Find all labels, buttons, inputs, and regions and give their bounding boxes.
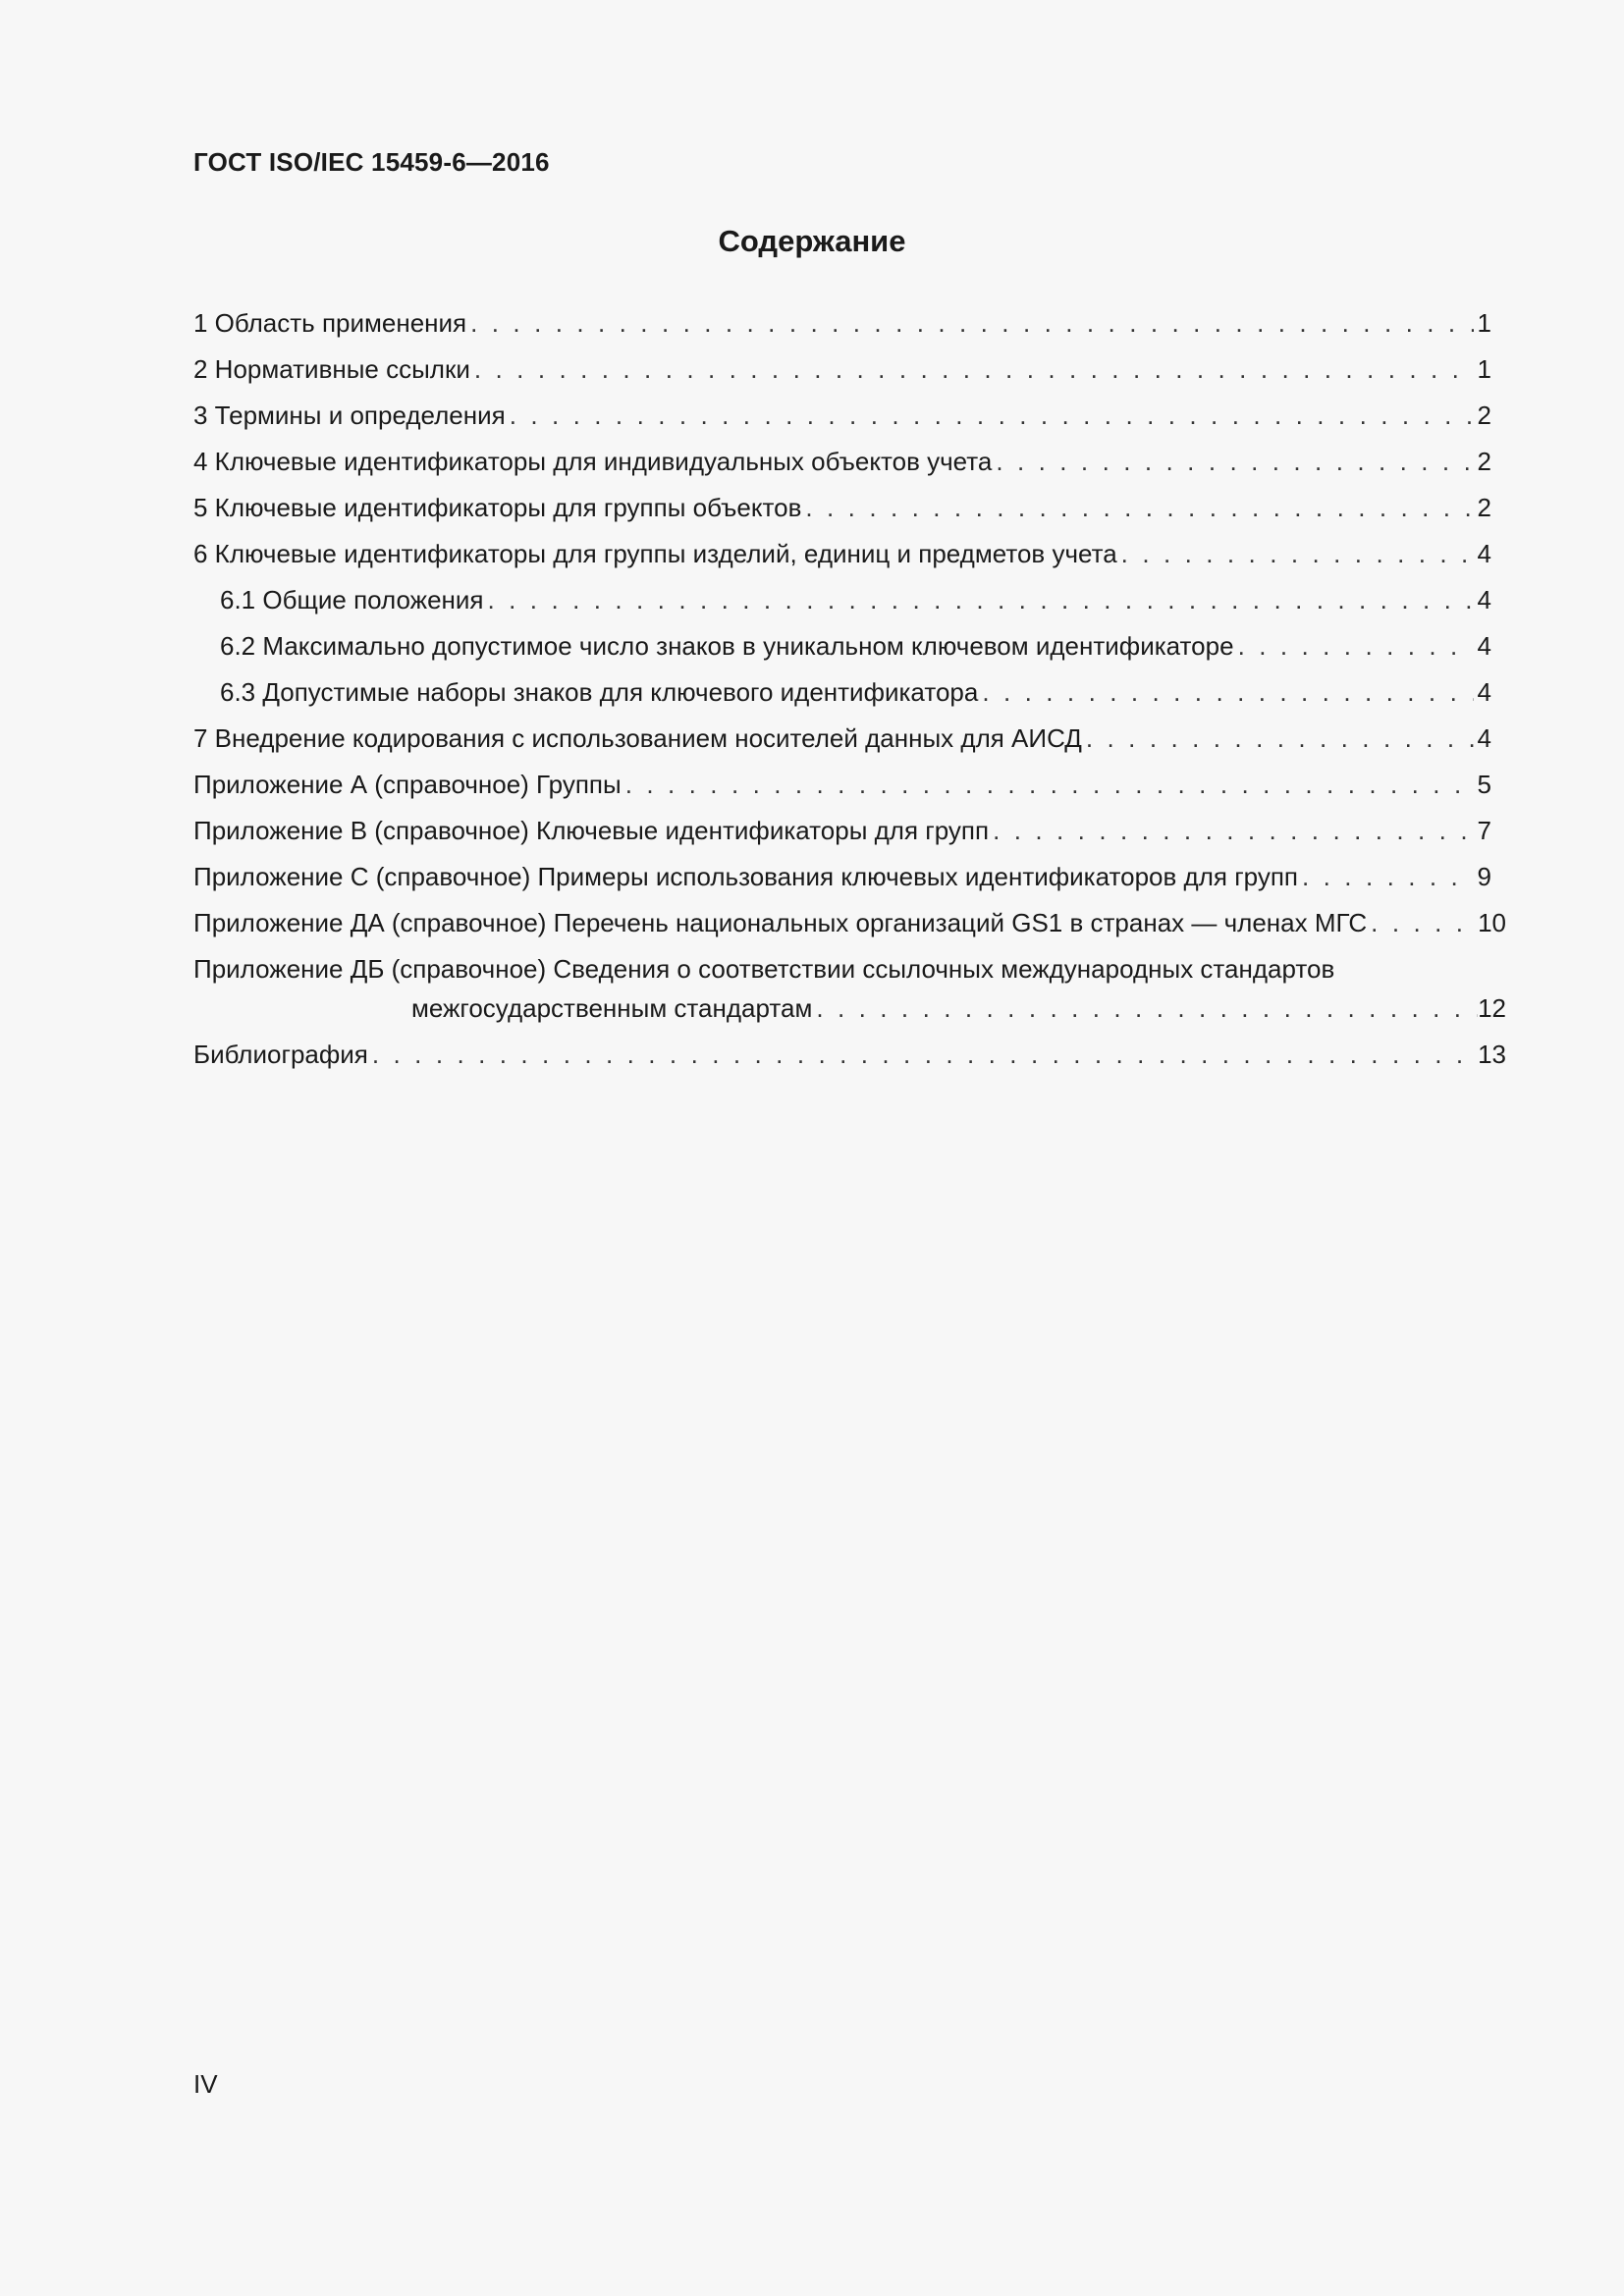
- toc-entry-appendix-a[interactable]: [193, 762, 1506, 808]
- toc-entry-label: 6.2 Максимально допустимое число знаков в уникальном ключевом идентификаторе: [220, 631, 1234, 661]
- toc-leader-dots: [1238, 623, 1474, 669]
- toc-entry-7[interactable]: [193, 716, 1506, 762]
- toc-entry-page: 4: [1477, 631, 1491, 661]
- toc-entry-label: 3 Термины и определения: [193, 400, 506, 430]
- toc-entry-label: 6 Ключевые идентификаторы для группы изделий, единиц и предметов учета: [193, 539, 1117, 568]
- toc-entry-page: 5: [1477, 770, 1491, 799]
- page-number: IV: [193, 2069, 218, 2099]
- toc-leader-dots: [982, 669, 1474, 716]
- toc-entry-4[interactable]: [193, 439, 1506, 485]
- toc-entry-page: 10: [1478, 908, 1506, 937]
- toc-entry-page: 12: [1478, 993, 1506, 1023]
- toc-entry-5[interactable]: [193, 485, 1506, 531]
- toc-entry-page: 1: [1477, 354, 1491, 384]
- toc-entry-label: 6.3 Допустимые наборы знаков для ключевого идентификатора: [220, 677, 979, 707]
- toc-entry-page: 4: [1477, 585, 1491, 614]
- toc-entry-2[interactable]: [193, 347, 1506, 393]
- toc-leader-dots: [372, 1032, 1478, 1078]
- toc-entry-label: 6.1 Общие положения: [220, 585, 484, 614]
- toc-entry-page: 2: [1477, 493, 1491, 522]
- toc-leader-dots: [1371, 900, 1478, 946]
- toc-entry-page: 4: [1477, 539, 1491, 568]
- toc-entry-label: 5 Ключевые идентификаторы для группы объектов: [193, 493, 802, 522]
- toc-leader-dots: [805, 485, 1474, 531]
- toc-entry-page: 13: [1478, 1040, 1506, 1069]
- table-of-contents: [193, 300, 1506, 1078]
- toc-leader-dots: [1086, 716, 1474, 762]
- toc-entry-page: 7: [1477, 816, 1491, 845]
- toc-leader-dots: [996, 439, 1474, 485]
- document-header: ГОСТ ISO/IEC 15459-6—2016: [193, 147, 550, 177]
- toc-leader-dots: [474, 347, 1474, 393]
- toc-leader-dots: [470, 300, 1474, 347]
- toc-entry-appendix-da[interactable]: [193, 900, 1506, 946]
- toc-leader-dots: [993, 808, 1474, 854]
- toc-entry-label: Приложение А (справочное) Группы: [193, 770, 622, 799]
- toc-entry-label: 1 Область применения: [193, 308, 467, 338]
- toc-entry-label: Приложение ДБ (справочное) Сведения о соответствии ссылочных международных стандартов: [193, 954, 1335, 984]
- toc-leader-dots: [625, 762, 1474, 808]
- page-title: Содержание: [718, 224, 906, 258]
- toc-entry-6-3[interactable]: [193, 669, 1506, 716]
- toc-entry-appendix-c[interactable]: [193, 854, 1506, 900]
- toc-entry-bibliography[interactable]: [193, 1032, 1506, 1078]
- toc-entry-6[interactable]: [193, 531, 1506, 577]
- toc-entry-label: Приложение В (справочное) Ключевые идентификаторы для групп: [193, 816, 990, 845]
- toc-entry-appendix-db[interactable]: [193, 946, 1506, 1032]
- toc-leader-dots: [816, 986, 1478, 1032]
- toc-entry-page: 4: [1477, 723, 1491, 753]
- toc-entry-label-continuation: межгосударственным стандартам: [411, 993, 813, 1023]
- toc-leader-dots: [510, 393, 1474, 439]
- toc-leader-dots: [1121, 531, 1474, 577]
- toc-entry-1[interactable]: [193, 300, 1506, 347]
- toc-entry-page: 2: [1477, 400, 1491, 430]
- toc-entry-label: Приложение С (справочное) Примеры использования ключевых идентификаторов для групп: [193, 862, 1299, 891]
- toc-entry-label: Библиография: [193, 1040, 368, 1069]
- toc-entry-page: 4: [1477, 677, 1491, 707]
- toc-entry-6-1[interactable]: [193, 577, 1506, 623]
- toc-entry-3[interactable]: [193, 393, 1506, 439]
- toc-entry-6-2[interactable]: [193, 623, 1506, 669]
- toc-entry-page: 2: [1477, 447, 1491, 476]
- toc-entry-page: 9: [1477, 862, 1491, 891]
- toc-entry-label: 7 Внедрение кодирования с использованием носителей данных для АИСД: [193, 723, 1082, 753]
- toc-entry-appendix-b[interactable]: [193, 808, 1506, 854]
- toc-leader-dots: [488, 577, 1475, 623]
- toc-entry-label: 2 Нормативные ссылки: [193, 354, 470, 384]
- toc-entry-label: Приложение ДА (справочное) Перечень национальных организаций GS1 в странах — членах МГС: [193, 908, 1368, 937]
- toc-entry-page: 1: [1477, 308, 1491, 338]
- toc-leader-dots: [1302, 854, 1474, 900]
- toc-entry-label: 4 Ключевые идентификаторы для индивидуальных объектов учета: [193, 447, 993, 476]
